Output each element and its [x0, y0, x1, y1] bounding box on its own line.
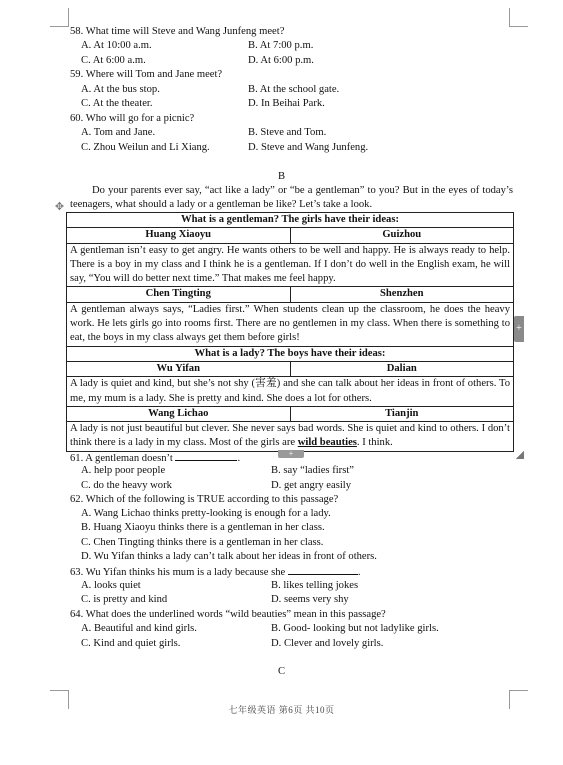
- opinion-text-part: A lady is not just beautiful but clever. She never says bad words. She is quiet and kind to others. I don’t think there is a lady in my class. Most of the girls are: [70, 423, 510, 449]
- crop-mark-top-left: [50, 8, 69, 27]
- q60-option-b: B. Steve and Tom.: [248, 127, 327, 138]
- gentleman-section-header: What is a gentleman? The girls have their ideas:: [67, 213, 514, 228]
- opinion-text: A gentleman isn’t easy to get angry. He wants others to be well and happy. He is always ready to help. There is a boy in my class and I think he is a gentleman. If I don’t do well in the English exam, he will say, “You will do better next time.” That makes me feel happy.: [67, 243, 514, 287]
- opinion-text: A gentleman always says, “Ladies first.” When students clean up the classroom, he does the heavy work. He lets girls go into rooms first. There are no gentlemen in my class. When there is something to eat, the boys in my class always get them before girls!: [67, 302, 514, 346]
- person-name: Wang Lichao: [67, 406, 291, 421]
- page-footer: 七年级英语 第6页 共10页: [228, 705, 335, 715]
- question-59: 59. Where will Tom and Jane meet?: [70, 69, 223, 80]
- underlined-phrase: wild beauties: [297, 437, 357, 449]
- question-63: 63. Wu Yifan thinks his mum is a lady because she .: [70, 564, 361, 580]
- q61-option-b: B. say “ladies first”: [271, 465, 354, 476]
- opinions-table: [66, 212, 514, 452]
- section-heading-b: B: [277, 171, 286, 182]
- opinion-text: [67, 422, 514, 452]
- question-63-text: 63. Wu Yifan thinks his mum is a lady because she: [70, 567, 286, 578]
- q58-option-a: A. At 10:00 a.m.: [81, 40, 152, 51]
- lady-section-header: What is a lady? The boys have their ideas:: [67, 346, 514, 361]
- q64-option-b: B. Good- looking but not ladylike girls.: [271, 623, 439, 634]
- person-name: Chen Tingting: [67, 287, 291, 302]
- question-62: 62. Which of the following is TRUE according to this passage?: [70, 494, 339, 505]
- person-name: Huang Xiaoyu: [67, 228, 291, 243]
- resize-handle-icon[interactable]: [516, 451, 524, 459]
- answer-blank: [175, 450, 237, 461]
- q58-option-b: B. At 7:00 p.m.: [248, 40, 314, 51]
- section-heading-c: C: [277, 666, 286, 677]
- q61-option-c: C. do the heavy work: [81, 480, 172, 491]
- q62-option-b: B. Huang Xiaoyu thinks there is a gentleman in her class.: [81, 522, 325, 533]
- person-city: Shenzhen: [290, 287, 514, 302]
- q59-option-c: C. At the theater.: [81, 98, 153, 109]
- q59-option-a: A. At the bus stop.: [81, 84, 160, 95]
- q58-option-c: C. At 6:00 a.m.: [81, 55, 146, 66]
- q62-option-c: C. Chen Tingting thinks there is a gentleman in her class.: [81, 537, 324, 548]
- q58-option-d: D. At 6:00 p.m.: [248, 55, 314, 66]
- crop-mark-top-right: [509, 8, 528, 27]
- question-64: 64. What does the underlined words “wild beauties” mean in this passage?: [70, 609, 386, 620]
- question-58: 58. What time will Steve and Wang Junfeng meet?: [70, 26, 285, 37]
- q64-option-d: D. Clever and lovely girls.: [271, 638, 384, 649]
- opinion-text-part: . I think.: [356, 437, 393, 449]
- q59-option-b: B. At the school gate.: [248, 84, 340, 95]
- question-61-text: 61. A gentleman doesn’t: [70, 453, 173, 464]
- q62-option-d: D. Wu Yifan thinks a lady can’t talk about her ideas in front of others.: [81, 551, 377, 562]
- person-city: Tianjin: [290, 406, 514, 421]
- q60-option-d: D. Steve and Wang Junfeng.: [248, 142, 369, 153]
- opinion-text: A lady is quiet and kind, but she’s not shy (害羞) and she can talk about her ideas in front of others. To me, my mum is a lady. She is pretty and kind. She does a lot for others.: [67, 377, 514, 407]
- q64-option-a: A. Beautiful and kind girls.: [81, 623, 197, 634]
- answer-blank: [288, 564, 358, 575]
- plus-icon[interactable]: +: [278, 450, 304, 458]
- person-name: Wu Yifan: [67, 361, 291, 376]
- q63-option-a: A. looks quiet: [81, 580, 141, 591]
- q62-option-a: A. Wang Lichao thinks pretty-looking is enough for a lady.: [81, 508, 331, 519]
- q63-option-d: D. seems very shy: [271, 594, 349, 605]
- question-61: 61. A gentleman doesn’t .: [70, 450, 240, 466]
- q59-option-d: D. In Beihai Park.: [248, 98, 325, 109]
- plus-icon[interactable]: +: [514, 316, 524, 342]
- question-60: 60. Who will go for a picnic?: [70, 113, 195, 124]
- intro-paragraph: Do your parents ever say, “act like a lady” or “be a gentleman” to you? But in the eyes of today’s teenagers, what should a lady or a gentleman be like? Let’s take a look.: [70, 185, 513, 211]
- q60-option-c: C. Zhou Weilun and Li Xiang.: [81, 142, 210, 153]
- q63-option-c: C. is pretty and kind: [81, 594, 168, 605]
- q61-option-a: A. help poor people: [81, 465, 166, 476]
- q64-option-c: C. Kind and quiet girls.: [81, 638, 181, 649]
- q61-option-d: D. get angry easily: [271, 480, 352, 491]
- move-cross-icon[interactable]: ✥: [54, 201, 65, 213]
- q60-option-a: A. Tom and Jane.: [81, 127, 156, 138]
- person-city: Dalian: [290, 361, 514, 376]
- q63-option-b: B. likes telling jokes: [271, 580, 359, 591]
- person-city: Guizhou: [290, 228, 514, 243]
